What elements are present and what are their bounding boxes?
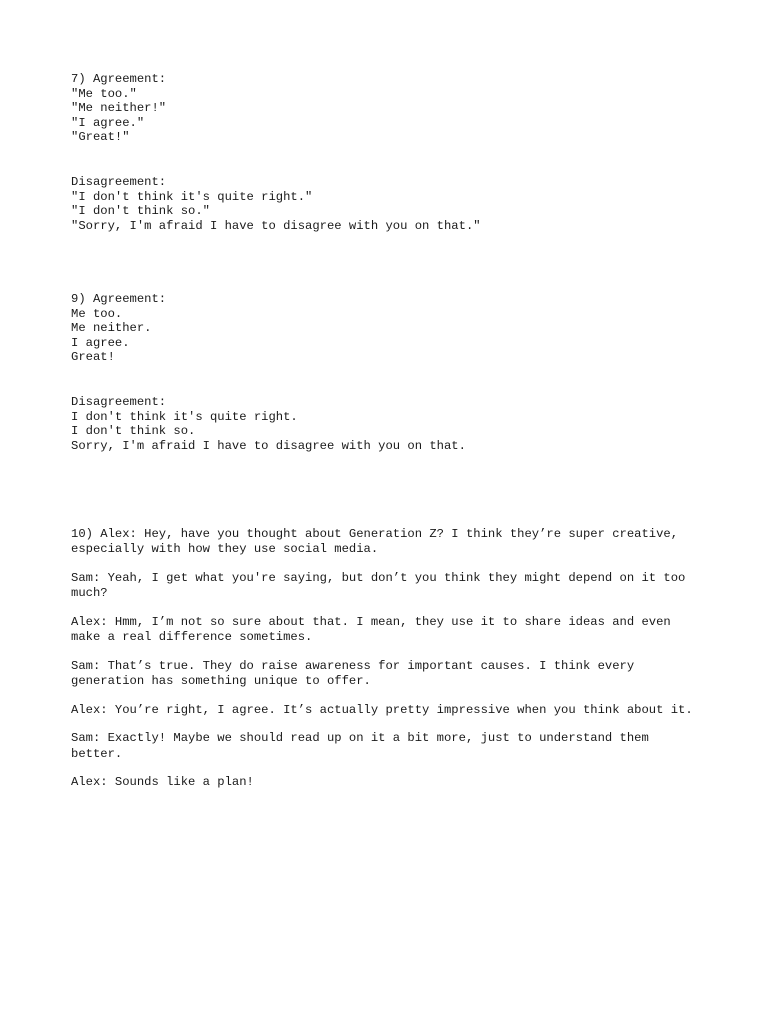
section-7-agreement-line: "Me neither!" — [71, 101, 167, 116]
section-7-disagreement-line: "I don't think it's quite right." — [71, 189, 313, 204]
section-9-disagreement-heading: Disagreement: — [71, 395, 167, 409]
section-7-disagreement-line: "I don't think so." — [71, 204, 210, 219]
dialogue-line: Sam: Exactly! Maybe we should read up on it a bit more, just to understand them better. — [71, 731, 657, 761]
dialogue-line: Sam: That’s true. They do raise awareness for important causes. I think every generation has something unique to offer. — [71, 658, 642, 688]
section-7-disagreement-line: "Sorry, I'm afraid I have to disagree with you on that." — [71, 218, 481, 233]
section-9-disagreement — [71, 395, 711, 453]
section-10-dialogue — [71, 527, 701, 804]
section-9-agreement — [71, 292, 711, 365]
dialogue-line: Alex: You’re right, I agree. It’s actually pretty impressive when you think about it. — [71, 702, 693, 717]
section-7-agreement-line: "Me too." — [71, 86, 137, 101]
section-7-agreement-line: "Great!" — [71, 130, 130, 145]
dialogue-line: Alex: Sounds like a plan! — [71, 775, 254, 790]
section-7-agreement — [71, 72, 711, 145]
section-7-agreement-line: "I agree." — [71, 115, 145, 130]
dialogue-line: Alex: Hmm, I’m not so sure about that. I mean, they use it to share ideas and even make a real difference sometimes. — [71, 614, 679, 645]
section-7-disagreement — [71, 175, 711, 233]
dialogue-line: Sam: Yeah, I get what you're saying, but don’t you think they might depend on it too much? — [71, 570, 693, 601]
section-9-agreement-heading: 9) Agreement: — [71, 292, 167, 306]
section-9-agreement-line: I agree. — [71, 335, 130, 350]
section-9-agreement-line: Great! — [71, 350, 115, 365]
section-9-disagreement-line: I don't think so. — [71, 424, 196, 439]
section-9-agreement-line: Me too. — [71, 306, 123, 321]
section-7-agreement-heading: 7) Agreement: — [71, 72, 167, 86]
section-7-disagreement-heading: Disagreement: — [71, 175, 167, 189]
section-9-agreement-line: Me neither. — [71, 321, 152, 336]
section-9-disagreement-line: I don't think it's quite right. — [71, 409, 298, 424]
section-9-disagreement-line: Sorry, I'm afraid I have to disagree with you on that. — [71, 438, 466, 453]
dialogue-line: 10) Alex: Hey, have you thought about Generation Z? I think they’re super creative, especially with how they use social media. — [71, 527, 686, 557]
